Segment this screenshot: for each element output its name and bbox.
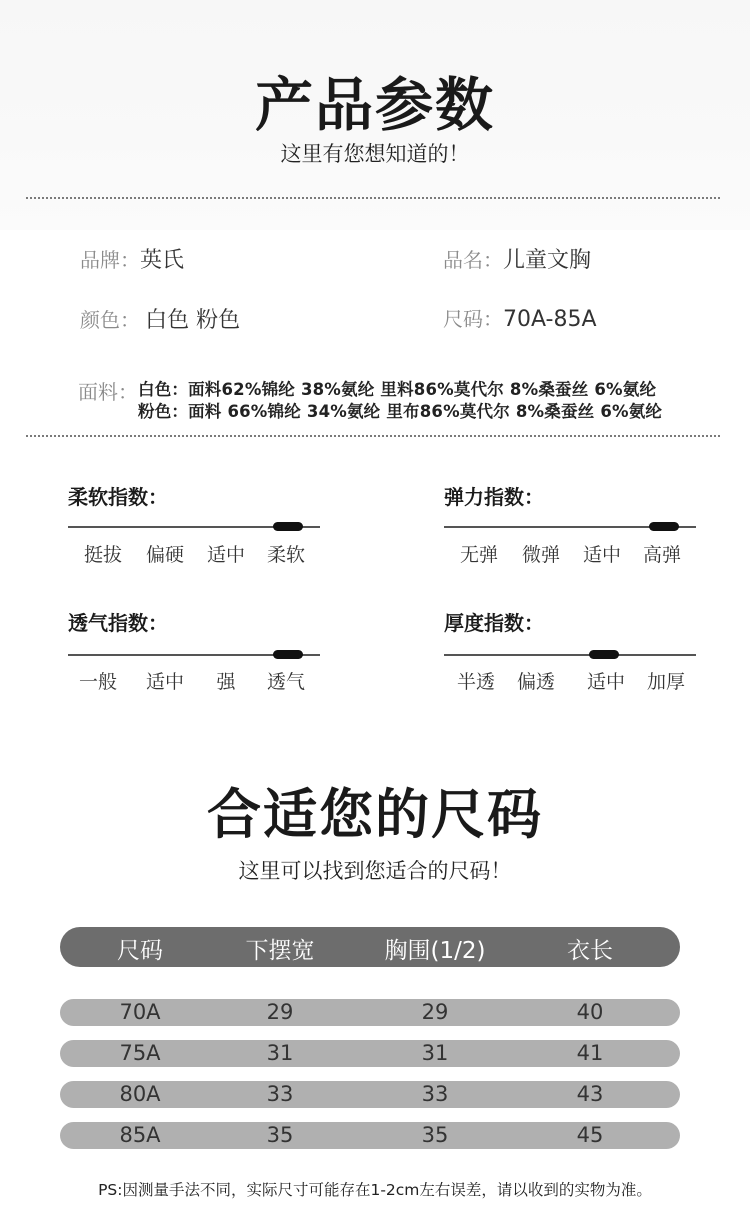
table-cell: 35 [266,1123,294,1147]
index-option-label: 挺拔 [83,544,122,566]
index-title: 透气指数： [68,611,168,635]
index-option-label: 加厚 [646,671,685,693]
table-cell: 75A [119,1041,161,1065]
page-title: 产品参数 [254,71,495,139]
index-scale-marker [649,522,679,531]
table-cell: 33 [266,1082,294,1106]
index-option-label: 无弹 [459,544,498,566]
brand-value: 英氏 [140,248,185,273]
size-value: 70A-85A [503,307,597,332]
color-label: 颜色： [80,308,140,332]
column-size: 尺码 [117,938,163,964]
index-option-label: 适中 [582,544,621,566]
color-value: 白色 粉色 [145,308,241,333]
table-cell: 29 [266,1000,294,1024]
column-bust: 胸围(1/2) [384,938,486,964]
table-cell: 40 [576,1000,604,1024]
divider-mid [26,435,720,437]
column-length: 衣长 [567,938,613,964]
index-option-label: 一般 [78,671,117,693]
index-scale-line [444,654,696,656]
page-subtitle: 这里有您想知道的！ [280,142,470,166]
param-color [80,303,240,334]
fabric-line-pink: 粉色：面料 66%锦纶 34%氨纶 里布86%莫代尔 8%桑蚕丝 6%氨纶 [138,402,663,421]
index-option-label: 强 [216,671,236,693]
table-row [60,1040,680,1067]
index-scale-marker [273,522,303,531]
fabric-line-white: 白色：面料62%锦纶 38%氨纶 里料86%莫代尔 8%桑蚕丝 6%氨纶 [138,380,657,399]
index-option-label: 适中 [145,671,184,693]
param-name [443,243,591,274]
index-option-label: 透气 [266,671,305,693]
table-row [60,1081,680,1108]
index-option-label: 适中 [206,544,245,566]
param-brand [80,243,184,274]
param-size [443,303,597,332]
table-cell: 31 [266,1041,294,1065]
index-title: 柔软指数： [68,485,168,509]
size-label: 尺码： [443,307,503,331]
index-scale-marker [273,650,303,659]
index-option-label: 偏透 [516,671,555,693]
index-option-label: 柔软 [266,544,305,566]
index-option-label: 偏硬 [145,544,184,566]
fabric-label: 面料： [78,380,138,404]
table-cell: 33 [421,1082,449,1106]
index-scale-marker [589,650,619,659]
index-title: 厚度指数： [444,611,544,635]
table-cell: 29 [421,1000,449,1024]
index-option-label: 微弹 [521,544,560,566]
table-row [60,1122,680,1149]
size-section-title: 合适您的尺码 [207,783,543,846]
table-cell: 43 [576,1082,604,1106]
divider-top [26,197,720,199]
brand-label: 品牌： [80,248,140,272]
table-cell: 45 [576,1123,604,1147]
table-cell: 41 [576,1041,604,1065]
column-hem-width: 下摆宽 [245,938,315,964]
table-cell: 31 [421,1041,449,1065]
measurement-note: PS:因测量手法不同，实际尺寸可能存在1-2cm左右误差，请以收到的实物为准。 [98,1181,652,1199]
table-row [60,999,680,1026]
size-section-subtitle: 这里可以找到您适合的尺码！ [238,859,512,883]
index-title: 弹力指数： [444,485,544,509]
table-cell: 35 [421,1123,449,1147]
table-cell: 70A [119,1000,161,1024]
index-option-label: 半透 [456,671,495,693]
table-cell: 80A [119,1082,161,1106]
name-label: 品名： [443,248,503,272]
table-cell: 85A [119,1123,161,1147]
index-option-label: 适中 [586,671,625,693]
size-table-header [60,927,680,967]
index-option-label: 高弹 [642,544,681,566]
name-value: 儿童文胸 [503,248,592,273]
